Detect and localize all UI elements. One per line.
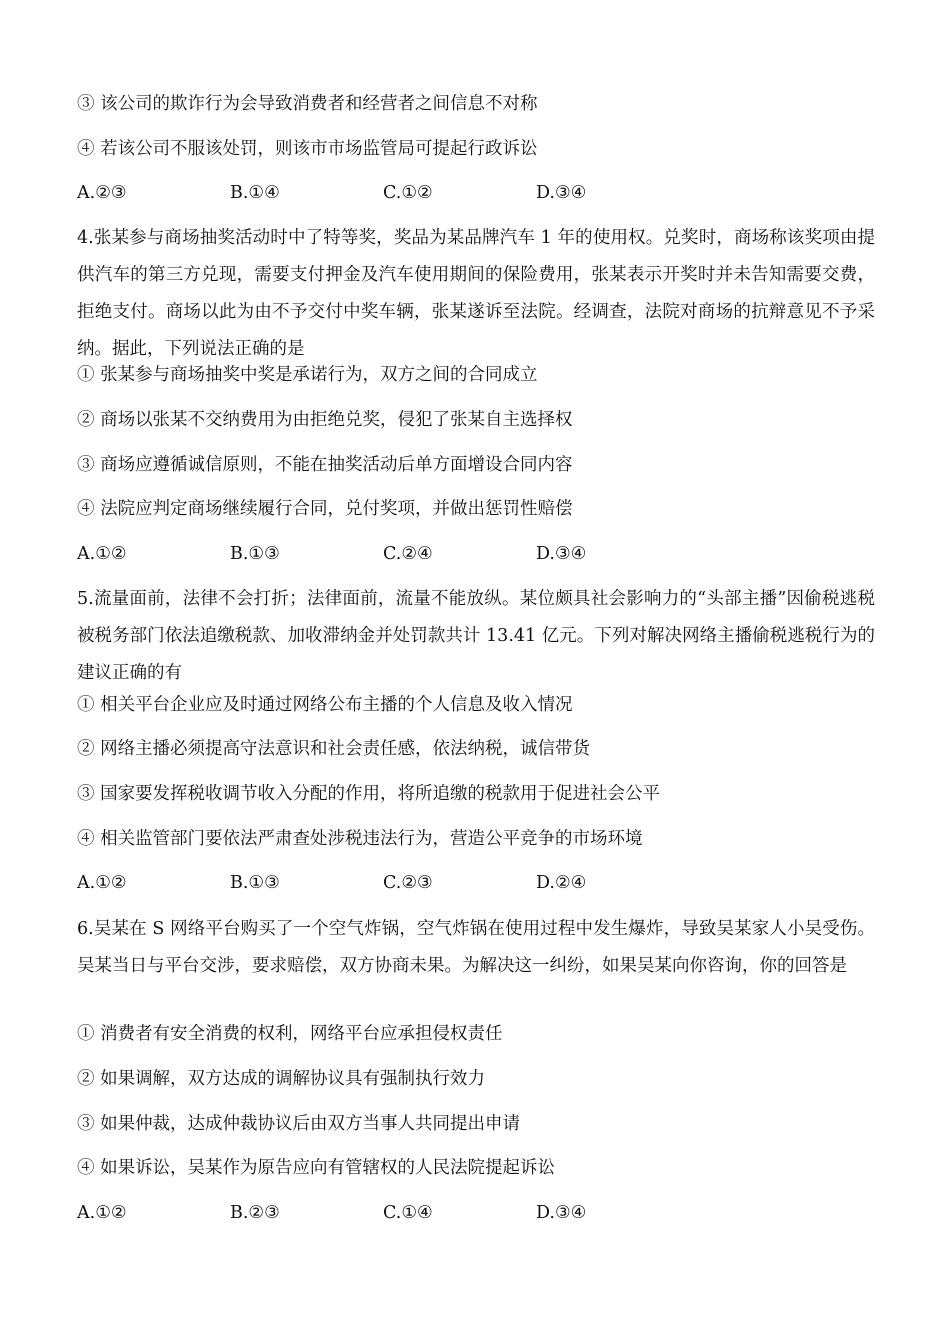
- prev-statement-3: ③ 该公司的欺诈行为会导致消费者和经营者之间信息不对称: [77, 94, 538, 114]
- prev-option-d: D.③④: [536, 183, 587, 203]
- q5-option-a: A.①②: [77, 873, 127, 893]
- q6-statement-2: ② 如果调解，双方达成的调解协议具有强制执行效力: [77, 1069, 486, 1089]
- prev-option-a: A.②③: [77, 183, 127, 203]
- q4-option-d: D.③④: [536, 544, 587, 564]
- q6-option-b: B.②③: [230, 1203, 280, 1223]
- q4-statement-1: ① 张某参与商场抽奖中奖是承诺行为，双方之间的合同成立: [77, 365, 538, 385]
- q4-statement-2: ② 商场以张某不交纳费用为由拒绝兑奖，侵犯了张某自主选择权: [77, 410, 573, 430]
- q5-option-c: C.②③: [383, 873, 433, 893]
- q4-stem: 4.张某参与商场抽奖活动时中了特等奖，奖品为某品牌汽车 1 年的使用权。兑奖时，商场称该奖项由提供汽车的第三方兑现，需要支付押金及汽车使用期间的保险费用，张某表示开奖时并未告知需要交费，拒绝支付。商场以此为由不予交付中奖车辆，张某遂诉至法院。经调查，法院对商场的抗辩意见不予采纳。据此，下列说法正确的是: [77, 228, 875, 359]
- q5-statement-2: ② 网络主播必须提高守法意识和社会责任感，依法纳税，诚信带货: [77, 739, 591, 759]
- q6-option-c: C.①④: [383, 1203, 433, 1223]
- q5-statement-3: ③ 国家要发挥税收调节收入分配的作用，将所追缴的税款用于促进社会公平: [77, 784, 661, 804]
- q5-option-b: B.①③: [230, 873, 280, 893]
- q6-option-d: D.③④: [536, 1203, 587, 1223]
- q4-option-a: A.①②: [77, 544, 127, 564]
- q4-statement-4: ④ 法院应判定商场继续履行合同，兑付奖项，并做出惩罚性赔偿: [77, 499, 573, 519]
- q4-option-c: C.②④: [383, 544, 433, 564]
- q5-statement-4: ④ 相关监管部门要依法严肃查处涉税违法行为，营造公平竞争的市场环境: [77, 829, 643, 849]
- q4-statement-3: ③ 商场应遵循诚信原则，不能在抽奖活动后单方面增设合同内容: [77, 455, 573, 475]
- q6-statement-4: ④ 如果诉讼，吴某作为原告应向有管辖权的人民法院提起诉讼: [77, 1158, 556, 1178]
- q5-statement-1: ① 相关平台企业应及时通过网络公布主播的个人信息及收入情况: [77, 695, 573, 715]
- q6-stem: 6.吴某在 S 网络平台购买了一个空气炸锅，空气炸锅在使用过程中发生爆炸，导致吴某家人小吴受伤。吴某当日与平台交涉，要求赔偿，双方协商未果。为解决这一纠纷，如果吴某向你咨询，你的回答是: [77, 919, 875, 976]
- q6-statement-1: ① 消费者有安全消费的权利，网络平台应承担侵权责任: [77, 1024, 503, 1044]
- q6-option-a: A.①②: [77, 1203, 127, 1223]
- q4-option-b: B.①③: [230, 544, 280, 564]
- q5-option-d: D.②④: [536, 873, 587, 893]
- q5-stem: 5.流量面前，法律不会打折；法律面前，流量不能放纵。某位颇具社会影响力的“头部主播”因偷税逃税被税务部门依法追缴税款、加收滞纳金并处罚款共计 13.41 亿元。下列对解决网络主播偷税逃税行为的建议正确的有: [77, 589, 875, 683]
- prev-option-b: B.①④: [230, 183, 280, 203]
- prev-statement-4: ④ 若该公司不服该处罚，则该市市场监管局可提起行政诉讼: [77, 139, 538, 159]
- prev-option-c: C.①②: [383, 183, 433, 203]
- q6-statement-3: ③ 如果仲裁，达成仲裁协议后由双方当事人共同提出申请: [77, 1114, 521, 1134]
